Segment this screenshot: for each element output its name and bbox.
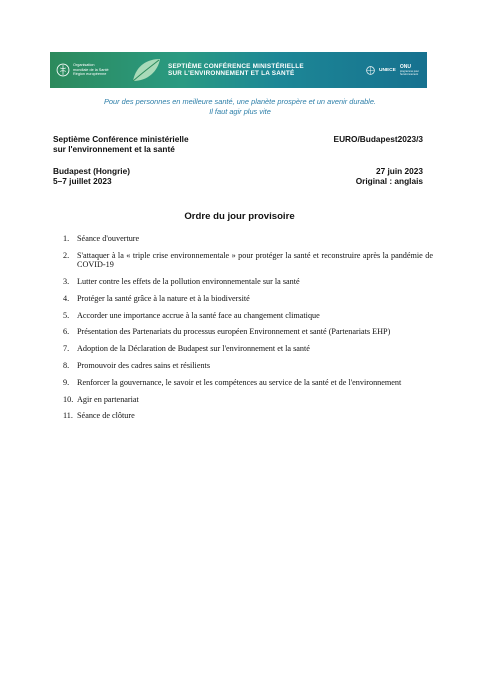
agenda-item-text: Lutter contre les effets de la pollution environnementale sur la santé (77, 277, 300, 286)
agenda-item (63, 411, 433, 420)
unep-sub-1: programme pour (399, 69, 419, 73)
un-emblem-icon (366, 66, 375, 75)
agenda-item-number: 9. (63, 377, 70, 387)
unep-sub-2: l'environnement (399, 72, 419, 76)
banner-title-line-1: SEPTIÈME CONFÉRENCE MINISTÉRIELLE (168, 62, 304, 70)
issue-info (356, 167, 423, 186)
agenda-item-number: 3. (63, 277, 70, 286)
conference-banner (50, 52, 427, 88)
agenda-item (63, 234, 433, 243)
conference-name-line-1: Septième Conférence ministérielle (53, 134, 189, 144)
original-language: Original : anglais (355, 175, 423, 186)
agenda-item-number: 11. (63, 411, 73, 421)
unece-logo: UNECE (379, 67, 396, 73)
agenda-item-text: Accorder une importance accrue à la santé face au changement climatique (77, 310, 320, 320)
who-text (73, 63, 109, 77)
agenda-item (63, 294, 433, 303)
agenda-item-text: Agir en partenariat (77, 394, 139, 404)
agenda-item (63, 311, 433, 320)
unep-name: ONU (399, 63, 411, 70)
banner-title-line-2: SUR L'ENVIRONNEMENT ET LA SANTÉ (168, 70, 295, 77)
agenda-item-text: Renforcer la gouvernance, le savoir et les compétences au service de la santé et de l'environnement (77, 377, 402, 387)
agenda-item-number: 4. (63, 293, 70, 303)
agenda-item (63, 395, 433, 404)
agenda-item-text: Séance de clôture (77, 411, 135, 421)
agenda-item-text: S'attaquer à la « triple crise environnementale » pour protéger la santé et reconstruire après la pandémie de COVID-19 (77, 250, 433, 270)
conference-banner-title (168, 63, 304, 78)
unep-logo (400, 65, 419, 76)
who-line-3: Région européenne (73, 72, 107, 77)
location: Budapest (Hongrie) (53, 166, 130, 176)
agenda-title: Ordre du jour provisoire (184, 211, 295, 222)
issue-date: 27 juin 2023 (375, 166, 423, 176)
tagline-line-1: Pour des personnes en meilleure santé, une planète prospère et un avenir durable. (104, 97, 376, 106)
agenda-item (63, 277, 433, 286)
agenda-item-text: Promouvoir des cadres sains et résilients (77, 360, 211, 370)
agenda-item-number: 10. (63, 394, 74, 404)
agenda-item-number: 7. (63, 344, 70, 354)
who-line-2: mondiale de la Santé (73, 67, 109, 72)
agenda-item-number: 2. (63, 250, 70, 260)
leaf-logo-icon (130, 55, 162, 85)
agenda-item (63, 361, 433, 370)
agenda-item-number: 8. (63, 360, 70, 370)
venue-and-dates (53, 167, 130, 186)
tagline (40, 97, 440, 116)
agenda-list (63, 234, 433, 428)
conference-name-line-2: sur l'environnement et la santé (53, 143, 175, 154)
agenda-item-number: 1. (63, 234, 70, 243)
who-logo (56, 63, 120, 77)
agenda-item-text: Séance d'ouverture (77, 234, 140, 243)
agenda-item-text: Présentation des Partenariats du processus européen Environnement et santé (Partenariats EHP) (77, 327, 391, 337)
agenda-item-text: Adoption de la Déclaration de Budapest sur l'environnement et la santé (77, 344, 310, 354)
agenda-item-number: 5. (63, 310, 70, 320)
agenda-item-text: Protéger la santé grâce à la nature et à la biodiversité (77, 293, 250, 303)
dates: 5–7 juillet 2023 (53, 175, 112, 186)
conference-name (53, 135, 189, 154)
partner-logos (366, 65, 419, 76)
agenda-item (63, 251, 433, 270)
agenda-item (63, 378, 433, 387)
who-emblem-icon (56, 63, 70, 77)
agenda-item (63, 344, 433, 353)
who-line-1: Organisation (73, 63, 95, 68)
tagline-line-2: Il faut agir plus vite (209, 106, 271, 116)
agenda-item (63, 327, 433, 336)
document-code: EURO/Budapest2023/3 (333, 134, 423, 144)
agenda-item-number: 6. (63, 327, 70, 337)
